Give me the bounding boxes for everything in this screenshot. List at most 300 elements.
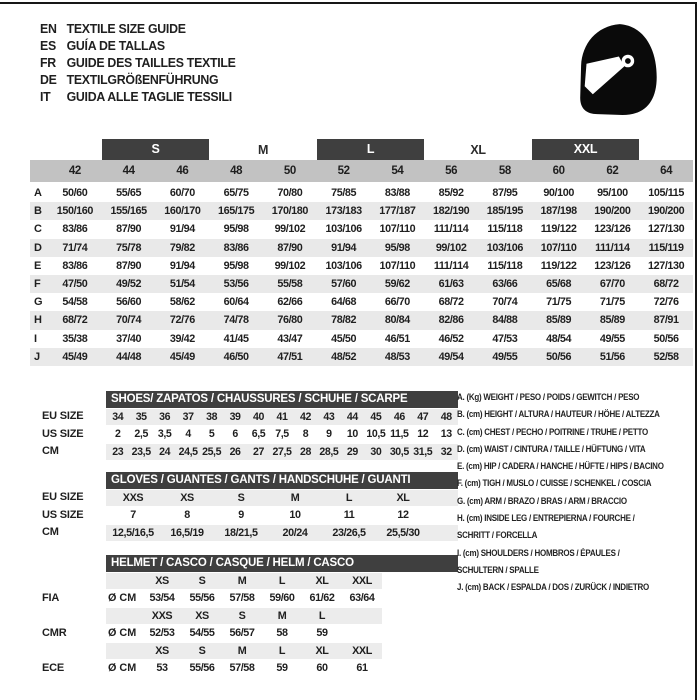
value-cell: 75/85 xyxy=(331,187,357,200)
value-cell: 91/94 xyxy=(331,241,357,254)
size-cell: S xyxy=(198,574,206,587)
value-cell: 4 xyxy=(185,428,191,441)
value-cell: 54/55 xyxy=(189,627,215,640)
value-cell: 23/26,5 xyxy=(332,526,366,539)
size-cell: L xyxy=(318,609,326,622)
measure-row xyxy=(30,348,693,366)
value-cell: 165/175 xyxy=(218,205,255,218)
value-cell: 83/86 xyxy=(62,223,88,236)
language-label: TEXTILGRÖßENFÜHRUNG xyxy=(66,72,219,87)
value-cell: 63/66 xyxy=(492,278,518,291)
value-cell: 51/54 xyxy=(169,278,195,291)
diameter-label: Ø CM xyxy=(108,592,137,605)
value-cell: 82/86 xyxy=(438,314,464,327)
row-letter: F xyxy=(34,278,41,291)
size-number: 42 xyxy=(68,165,81,177)
sub-row xyxy=(106,443,458,461)
size-cell: XL xyxy=(315,574,329,587)
value-cell: 60/64 xyxy=(223,296,249,309)
size-cell: XS xyxy=(155,644,169,657)
value-cell: 45/49 xyxy=(62,350,88,363)
legend-line: F. (cm) TIGH / MUSLO / CUISSE / SCHENKEL / COSCIA xyxy=(457,478,652,489)
helmet-table xyxy=(106,555,458,677)
shoes-section-title: SHOES/ ZAPATOS / CHAUSSURES / SCHUHE / SCARPE xyxy=(106,391,458,408)
language-label: GUÍA DE TALLAS xyxy=(66,38,165,53)
row-label: US SIZE xyxy=(42,508,84,521)
value-cell: 48/52 xyxy=(331,350,357,363)
row-letter: B xyxy=(34,205,42,218)
size-letter: M xyxy=(257,142,269,157)
value-cell: 66/70 xyxy=(384,296,410,309)
value-cell: 91/94 xyxy=(169,223,195,236)
value-cell: 68/72 xyxy=(438,296,464,309)
value-cell: S xyxy=(237,491,245,504)
value-cell: 150/160 xyxy=(56,205,93,218)
row-letter: C xyxy=(34,223,42,236)
value-cell: 59 xyxy=(276,662,288,675)
size-number: 48 xyxy=(230,165,243,177)
measure-row xyxy=(30,257,693,275)
value-cell: 190/200 xyxy=(594,205,631,218)
value-cell: 41 xyxy=(276,410,288,423)
size-cell: S xyxy=(198,644,206,657)
value-cell: 53/56 xyxy=(223,278,249,291)
value-cell: 32 xyxy=(440,445,452,458)
value-cell: 46 xyxy=(393,410,405,423)
row-letter: A xyxy=(34,187,42,200)
value-cell: 103/106 xyxy=(486,241,523,254)
size-letter-row xyxy=(30,139,693,160)
value-cell: 35 xyxy=(135,410,147,423)
gloves-row-labels xyxy=(42,489,104,542)
language-label: GUIDA ALLE TAGLIE TESSILI xyxy=(66,89,232,104)
size-cell: XL xyxy=(315,644,329,657)
value-cell: 119/122 xyxy=(540,259,577,272)
main-size-table xyxy=(30,139,693,366)
value-cell: 48/54 xyxy=(546,332,572,345)
value-cell: 8 xyxy=(302,428,309,441)
value-cell: 63/64 xyxy=(349,592,375,605)
value-cell: 68/72 xyxy=(653,278,679,291)
value-cell: 9 xyxy=(238,509,244,522)
value-cell: 55/65 xyxy=(116,187,142,200)
language-row xyxy=(40,20,236,37)
helmet-icon xyxy=(573,20,663,120)
size-cell: XS xyxy=(155,574,169,587)
sub-row xyxy=(106,524,458,542)
helmet-standard-labels xyxy=(42,555,104,685)
measure-row xyxy=(30,311,693,329)
value-cell: 24,5 xyxy=(178,445,198,458)
value-cell: 58 xyxy=(276,627,288,640)
legend-line: SCHRITT / FORCELLA xyxy=(457,530,538,541)
value-cell: 12 xyxy=(417,428,429,441)
size-cell: M xyxy=(237,574,247,587)
size-number: 56 xyxy=(445,165,458,177)
value-cell: 84/88 xyxy=(492,314,518,327)
value-cell: 55/56 xyxy=(189,592,215,605)
value-cell: 50/60 xyxy=(62,187,88,200)
size-letter: XXL xyxy=(532,139,640,160)
size-number: 64 xyxy=(660,165,673,177)
size-cell: XXL xyxy=(352,644,372,657)
value-cell: 43/47 xyxy=(277,332,303,345)
row-letter: E xyxy=(34,259,42,272)
value-cell: 187/198 xyxy=(540,205,577,218)
value-cell: 12,5/16,5 xyxy=(112,526,154,539)
legend-line: A. (Kg) WEIGHT / PESO / POIDS / GEWITCH / PESO xyxy=(457,392,640,402)
value-cell: 11,5 xyxy=(390,428,409,441)
sub-row xyxy=(106,507,458,525)
size-letter: S xyxy=(102,139,210,160)
value-cell: 119/122 xyxy=(540,223,577,236)
value-cell: 95/98 xyxy=(223,259,249,272)
row-letter: G xyxy=(34,296,43,309)
size-number: 60 xyxy=(552,165,565,177)
value-cell: 25,5 xyxy=(202,445,222,458)
value-cell: 23,5 xyxy=(131,445,151,458)
value-cell: XS xyxy=(180,491,194,504)
value-cell: 103/106 xyxy=(325,223,362,236)
value-cell: 54/58 xyxy=(62,296,88,309)
value-cell: 48 xyxy=(440,410,452,423)
value-cell: L xyxy=(345,491,353,504)
legend-line: H. (cm) INSIDE LEG / ENTREPIERNA / FOURCHE / xyxy=(457,513,635,524)
value-cell: 59 xyxy=(316,627,328,640)
row-label: US SIZE xyxy=(42,427,84,440)
measure-row xyxy=(30,202,693,220)
language-label: GUIDE DES TAILLES TEXTILE xyxy=(66,55,236,70)
value-cell: 50/56 xyxy=(546,350,572,363)
value-cell: 127/130 xyxy=(648,259,685,272)
value-cell: 111/114 xyxy=(595,241,630,254)
value-cell: 13 xyxy=(440,428,452,441)
helmet-value-row xyxy=(106,625,382,643)
value-cell: 127/130 xyxy=(648,223,685,236)
value-cell: 2 xyxy=(114,428,121,441)
measure-row xyxy=(30,275,693,293)
size-cell: L xyxy=(278,574,286,587)
legend-line: C. (cm) CHEST / PECHO / POITRINE / TRUHE / PETTO xyxy=(457,426,648,437)
size-number: 44 xyxy=(122,165,135,177)
value-cell: 2,5 xyxy=(134,428,148,441)
value-cell: 37 xyxy=(182,410,194,423)
value-cell: 105/115 xyxy=(648,187,684,200)
language-row xyxy=(40,88,236,105)
diameter-label: Ø CM xyxy=(108,627,137,640)
value-cell: 50/56 xyxy=(653,332,679,345)
value-cell: 25,5/30 xyxy=(386,526,420,539)
value-cell: 160/170 xyxy=(164,205,201,218)
value-cell: 29 xyxy=(346,445,358,458)
row-letter: J xyxy=(34,350,41,363)
sub-row xyxy=(106,408,458,426)
value-cell: 72/76 xyxy=(653,296,679,309)
legend-line: D. (cm) WAIST / CINTURA / TAILLE / HÜFTUNG / VITA xyxy=(457,443,646,454)
value-cell: 35/38 xyxy=(62,332,88,345)
standard-label: ECE xyxy=(42,661,65,674)
value-cell: 99/102 xyxy=(435,241,467,254)
value-cell: 56/57 xyxy=(229,627,255,640)
value-cell: 107/110 xyxy=(540,241,577,254)
value-cell: 177/187 xyxy=(379,205,416,218)
value-cell: 83/86 xyxy=(62,259,88,272)
value-cell: 45 xyxy=(370,410,382,423)
value-cell: 70/80 xyxy=(277,187,303,200)
size-letter: L xyxy=(317,139,425,160)
value-cell: 42 xyxy=(299,410,311,423)
size-number: 54 xyxy=(391,165,404,177)
value-cell: 26 xyxy=(229,445,241,458)
value-cell: 53 xyxy=(156,662,168,675)
value-cell: 31,5 xyxy=(413,445,433,458)
legend-line: J. (cm) BACK / ESPALDA / DOS / ZURÜCK / INDIETRO xyxy=(457,582,649,593)
size-letter: XL xyxy=(470,142,486,157)
value-cell: 52/58 xyxy=(653,350,679,363)
value-cell: 7 xyxy=(130,509,136,522)
value-cell: 76/80 xyxy=(277,314,303,327)
value-cell: 99/102 xyxy=(274,259,306,272)
legend-line: G. (cm) ARM / BRAZO / BRAS / ARM / BRACCIO xyxy=(457,495,627,506)
measure-row xyxy=(30,184,693,202)
value-cell: 47/50 xyxy=(62,278,88,291)
value-cell: 80/84 xyxy=(384,314,410,327)
value-cell: 87/90 xyxy=(116,259,142,272)
value-cell: 16,5/19 xyxy=(170,526,204,539)
size-cell: M xyxy=(237,644,247,657)
size-cell: L xyxy=(278,644,286,657)
value-cell: 87/95 xyxy=(492,187,518,200)
shoes-table xyxy=(106,391,458,461)
size-cell: XS xyxy=(195,609,209,622)
value-cell: 43 xyxy=(323,410,335,423)
language-label: TEXTILE SIZE GUIDE xyxy=(66,21,186,36)
size-number: 62 xyxy=(606,165,619,177)
language-list xyxy=(40,20,236,105)
value-cell: 99/102 xyxy=(274,223,306,236)
value-cell: 55/58 xyxy=(277,278,303,291)
diameter-label: Ø CM xyxy=(108,662,137,675)
value-cell: 57/58 xyxy=(229,592,255,605)
value-cell: 111/114 xyxy=(433,223,469,236)
size-cell: XXL xyxy=(352,574,372,587)
value-cell: 87/90 xyxy=(277,241,303,254)
value-cell: M xyxy=(290,491,300,504)
value-cell: 44 xyxy=(346,410,358,423)
row-letter: H xyxy=(34,314,42,327)
size-cell: S xyxy=(238,609,246,622)
size-number: 46 xyxy=(176,165,189,177)
value-cell: 155/165 xyxy=(110,205,147,218)
numeric-size-row xyxy=(30,160,693,182)
value-cell: 70/74 xyxy=(116,314,142,327)
value-cell: 83/86 xyxy=(223,241,249,254)
size-number: 58 xyxy=(498,165,511,177)
value-cell: 74/78 xyxy=(223,314,249,327)
value-cell: 48/53 xyxy=(384,350,410,363)
value-cell: 45/50 xyxy=(331,332,357,345)
value-cell: 10 xyxy=(289,509,301,522)
language-code: ES xyxy=(40,38,56,53)
value-cell: 24 xyxy=(159,445,171,458)
value-cell: 85/92 xyxy=(438,187,464,200)
value-cell: 60 xyxy=(316,662,328,675)
value-cell: 40 xyxy=(253,410,265,423)
language-row xyxy=(40,71,236,88)
row-label: CM xyxy=(42,445,59,457)
value-cell: 68/72 xyxy=(62,314,88,327)
value-cell: 30 xyxy=(370,445,382,458)
language-code: DE xyxy=(40,72,57,87)
value-cell: 36 xyxy=(159,410,171,423)
value-cell: 38 xyxy=(206,410,218,423)
language-row xyxy=(40,37,236,54)
value-cell: 46/52 xyxy=(438,332,464,345)
value-cell: 91/94 xyxy=(169,259,195,272)
value-cell: 190/200 xyxy=(648,205,685,218)
value-cell: 18/21,5 xyxy=(224,526,258,539)
row-label: EU SIZE xyxy=(42,410,84,422)
measure-row xyxy=(30,239,693,257)
sub-row xyxy=(106,489,458,507)
value-cell: 6 xyxy=(232,428,238,441)
legend-line: I. (cm) SHOULDERS / HOMBROS / ÉPAULES / xyxy=(457,547,620,558)
value-cell: 65/75 xyxy=(223,187,249,200)
value-cell: 5 xyxy=(208,428,215,441)
value-cell: 7,5 xyxy=(275,428,289,441)
value-cell: 115/118 xyxy=(487,223,523,236)
value-cell: 27 xyxy=(253,445,265,458)
measurement-legend xyxy=(457,389,697,597)
value-cell: 45/49 xyxy=(169,350,195,363)
helmet-size-row xyxy=(106,642,382,660)
helmet-value-row xyxy=(106,660,382,678)
value-cell: 61/63 xyxy=(438,278,464,291)
value-cell: 28 xyxy=(299,445,311,458)
value-cell: 61 xyxy=(356,662,368,675)
value-cell: 75/78 xyxy=(116,241,142,254)
value-cell: 61/62 xyxy=(309,592,335,605)
value-cell: 87/91 xyxy=(653,314,679,327)
helmet-size-row xyxy=(106,607,382,625)
value-cell: 123/126 xyxy=(594,259,631,272)
value-cell: 53/54 xyxy=(149,592,175,605)
value-cell: 85/89 xyxy=(546,314,572,327)
value-cell: 58/62 xyxy=(169,296,195,309)
value-cell: 95/100 xyxy=(597,187,628,200)
value-cell: 8 xyxy=(184,509,190,522)
language-code: EN xyxy=(40,21,57,36)
value-cell: 87/90 xyxy=(116,223,142,236)
value-cell: 23 xyxy=(112,445,124,458)
value-cell: 71/74 xyxy=(62,241,88,254)
language-row xyxy=(40,54,236,71)
value-cell: XL xyxy=(396,491,410,504)
value-cell: 95/98 xyxy=(223,223,249,236)
value-cell: 44/48 xyxy=(116,350,142,363)
value-cell: 111/114 xyxy=(433,259,469,272)
sub-row xyxy=(106,426,458,444)
row-label: EU SIZE xyxy=(42,491,84,503)
value-cell: 47/51 xyxy=(277,350,303,363)
value-cell: 71/75 xyxy=(546,296,572,309)
value-cell: 173/183 xyxy=(325,205,362,218)
value-cell: 51/56 xyxy=(599,350,625,363)
value-cell: 30,5 xyxy=(389,445,409,458)
size-number: 52 xyxy=(337,165,350,177)
top-border-line xyxy=(0,2,697,4)
measure-row xyxy=(30,330,693,348)
value-cell: 59/62 xyxy=(384,278,410,291)
value-cell: 90/100 xyxy=(543,187,574,200)
row-label: CM xyxy=(42,526,59,538)
gloves-table xyxy=(106,472,458,542)
value-cell: 123/126 xyxy=(594,223,631,236)
value-cell: 47 xyxy=(417,410,429,423)
value-cell: 3,5 xyxy=(157,428,172,441)
value-cell: 115/119 xyxy=(648,241,684,254)
main-table-body xyxy=(30,184,693,366)
value-cell: 60/70 xyxy=(169,187,195,200)
legend-line: SCHULTERN / SPALLE xyxy=(457,564,539,575)
value-cell: 72/76 xyxy=(169,314,195,327)
value-cell: 95/98 xyxy=(384,241,410,254)
value-cell: 11 xyxy=(343,509,355,522)
size-cell: M xyxy=(277,609,287,622)
value-cell: 20/24 xyxy=(282,526,308,539)
value-cell: 57/58 xyxy=(229,662,255,675)
helmet-size-row xyxy=(106,572,382,590)
value-cell: 64/68 xyxy=(331,296,357,309)
helmet-section-title: HELMET / CASCO / CASQUE / HELM / CASCO xyxy=(106,555,458,572)
value-cell: 170/180 xyxy=(271,205,308,218)
value-cell: 56/60 xyxy=(116,296,142,309)
shoes-row-labels xyxy=(42,408,104,461)
value-cell: 9 xyxy=(326,428,332,441)
value-cell: 55/56 xyxy=(189,662,215,675)
value-cell: 83/88 xyxy=(384,187,410,200)
value-cell: 47/53 xyxy=(492,332,518,345)
value-cell: 49/55 xyxy=(599,332,625,345)
value-cell: 46/50 xyxy=(223,350,249,363)
value-cell: 71/75 xyxy=(599,296,625,309)
standard-label: CMR xyxy=(42,626,67,639)
value-cell: 28,5 xyxy=(319,445,339,458)
value-cell: 10 xyxy=(346,428,358,441)
value-cell: 65/68 xyxy=(546,278,572,291)
language-code: IT xyxy=(40,89,51,104)
size-cell: XXS xyxy=(151,609,173,622)
value-cell: 49/52 xyxy=(116,278,142,291)
measure-row xyxy=(30,293,693,311)
value-cell: 52/53 xyxy=(149,627,175,640)
legend-line: E. (cm) HIP / CADERA / HANCHE / HÜFTE / HIPS / BACINO xyxy=(457,461,664,472)
value-cell: 59/60 xyxy=(269,592,295,605)
helmet-value-row xyxy=(106,590,382,608)
value-cell: 10,5 xyxy=(366,428,386,441)
value-cell: 79/82 xyxy=(169,241,195,254)
value-cell: 85/89 xyxy=(599,314,625,327)
value-cell: 39 xyxy=(229,410,241,423)
value-cell: 67/70 xyxy=(599,278,625,291)
value-cell: 12 xyxy=(397,509,409,522)
value-cell: 39/42 xyxy=(169,332,195,345)
size-number: 50 xyxy=(283,165,296,177)
value-cell: 182/190 xyxy=(433,205,470,218)
value-cell: 70/74 xyxy=(492,296,518,309)
value-cell: 6,5 xyxy=(251,428,266,441)
value-cell: 41/45 xyxy=(223,332,249,345)
